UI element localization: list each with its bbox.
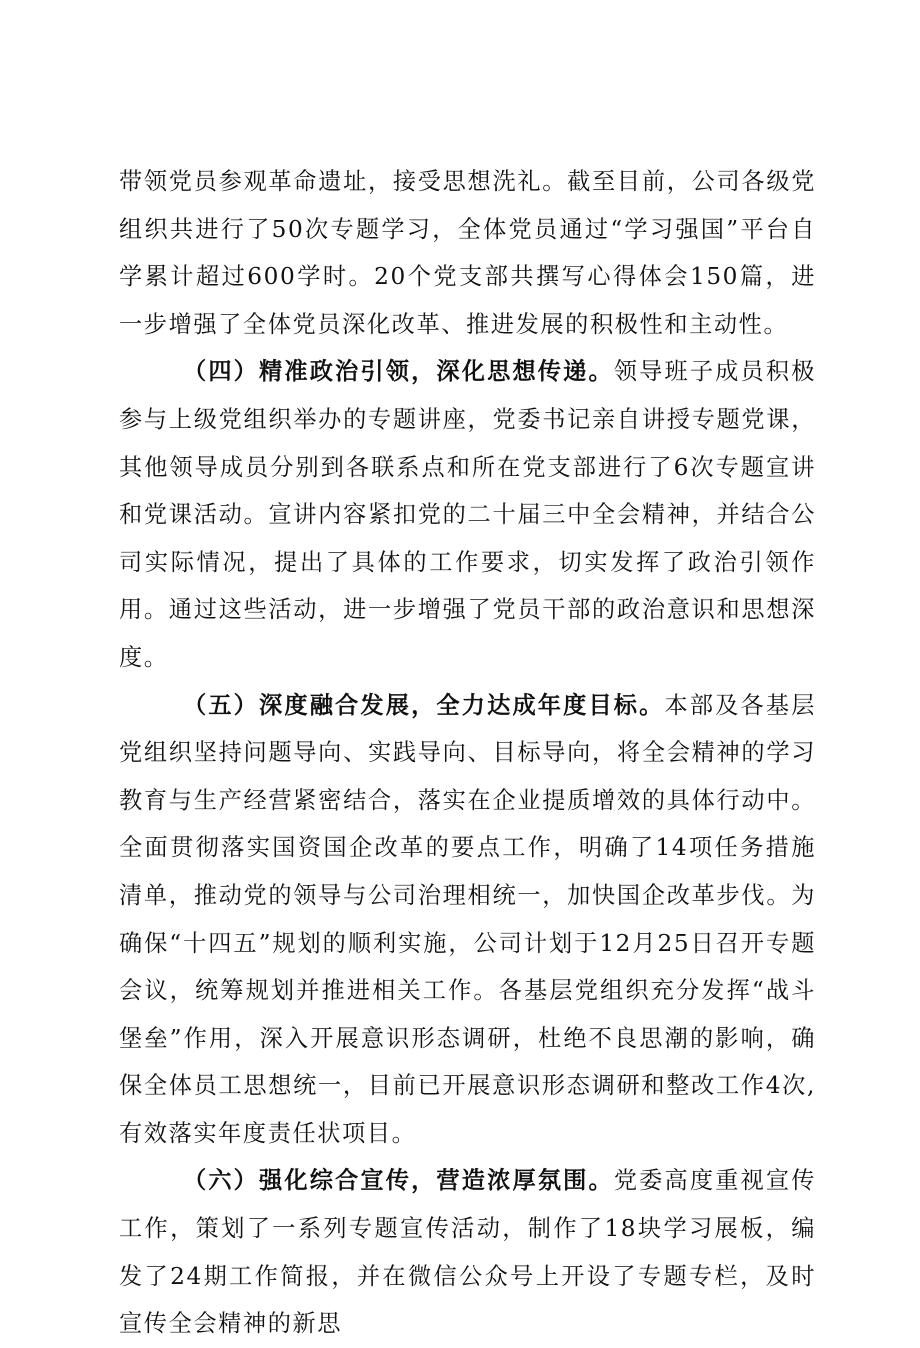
paragraph-text: 本部及各基层党组织坚持问题导向、实践导向、目标导向，将全会精神的学习教育与生产经营紧密结合，落实在企业提质增效的具体行动中。全面贯彻落实国资国企改革的要点工作，明确了14项任务措施清单，推动党的领导与公司治理相统一，加快国企改革步伐。为确保“十四五”规划的顺利实施，公司计划于12月25日召开专题会议，统筹规划并推进相关工作。各基层党组织充分发挥“战斗堡垒”作用，深入开展意识形态调研，杜绝不良思潮的影响，确保全体员工思想统一，目前已开展意识形态调研和整改工作4次,有效落实年度责任状项目。: [119, 691, 816, 1147]
paragraph-continuation: [119, 158, 816, 348]
paragraph-text: 带领党员参观革命遗址，接受思想洗礼。截至目前，公司各级党组织共进行了50次专题学习，全体党员通过“学习强国”平台自学累计超过600学时。20个党支部共撰写心得体会150篇，进一步增强了全体党员深化改革、推进发展的积极性和主动性。: [119, 168, 816, 338]
section-heading: （五）深度融合发展，全力达成年度目标。: [183, 691, 665, 719]
paragraph-section-5: [119, 682, 816, 1158]
document-body: [119, 158, 816, 1348]
section-heading: （四）精准政治引领，深化思想传递。: [183, 358, 614, 386]
paragraph-text: 领导班子成员积极参与上级党组织举办的专题讲座，党委书记亲自讲授专题党课，其他领导成员分别到各联系点和所在党支部进行了6次专题宣讲和党课活动。宣讲内容紧扣党的二十届三中全会精神，并结合公司实际情况，提出了具体的工作要求，切实发挥了政治引领作用。通过这些活动，进一步增强了党员干部的政治意识和思想深度。: [119, 358, 816, 671]
section-heading: （六）强化综合宣传，营造浓厚氛围。: [183, 1167, 614, 1195]
paragraph-section-4: [119, 348, 816, 681]
paragraph-text: 党委高度重视宣传工作，策划了一系列专题宣传活动，制作了18块学习展板，编发了24期工作简报，并在微信公众号上开设了专题专栏，及时宣传全会精神的新思: [119, 1167, 816, 1338]
paragraph-section-6: [119, 1157, 816, 1347]
